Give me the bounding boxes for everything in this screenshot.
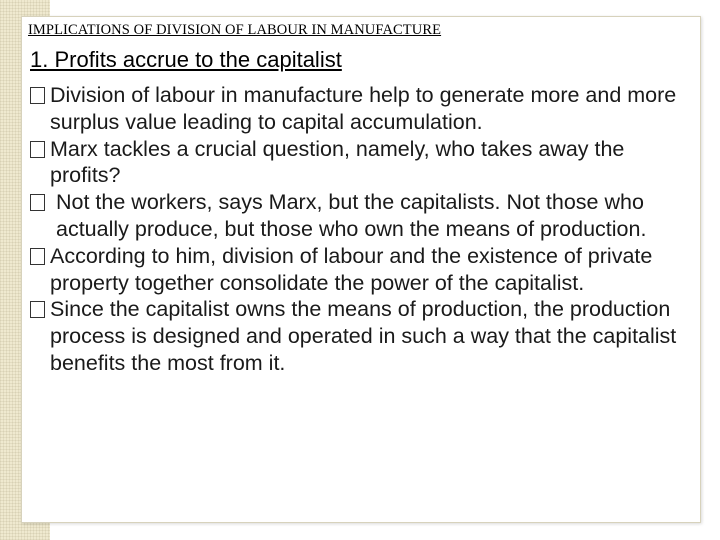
bullet-text: According to him, division of labour and the existence of private property together consolidate the power of the capitalist.	[50, 243, 653, 295]
hollow-square-bullet-icon	[30, 194, 45, 211]
bullet-text: Not the workers, says Marx, but the capitalists. Not those who actually produce, but those who own the means of production.	[56, 190, 647, 241]
bullet-item	[30, 189, 692, 243]
hollow-square-bullet-icon	[30, 248, 45, 265]
bullet-item	[30, 82, 692, 136]
bullet-item	[30, 136, 692, 190]
bullet-item	[30, 296, 692, 376]
hollow-square-bullet-icon	[30, 301, 45, 318]
bullet-item	[30, 243, 692, 297]
hollow-square-bullet-icon	[30, 87, 45, 104]
slide-subheading: 1. Profits accrue to the capitalist	[30, 47, 342, 72]
bullet-text: Since the capitalist owns the means of production, the production process is designed and operated in such a way that the capitalist benefits the most from it.	[50, 297, 677, 375]
hollow-square-bullet-icon	[30, 141, 45, 158]
bullet-text: Division of labour in manufacture help to generate more and more surplus value leading to capital accumulation.	[50, 83, 677, 134]
slide-heading: IMPLICATIONS OF DIVISION OF LABOUR IN MANUFACTURE	[28, 22, 442, 38]
bullet-list	[30, 82, 692, 377]
bullet-text: Marx tackles a crucial question, namely, who takes away the profits?	[50, 136, 625, 188]
